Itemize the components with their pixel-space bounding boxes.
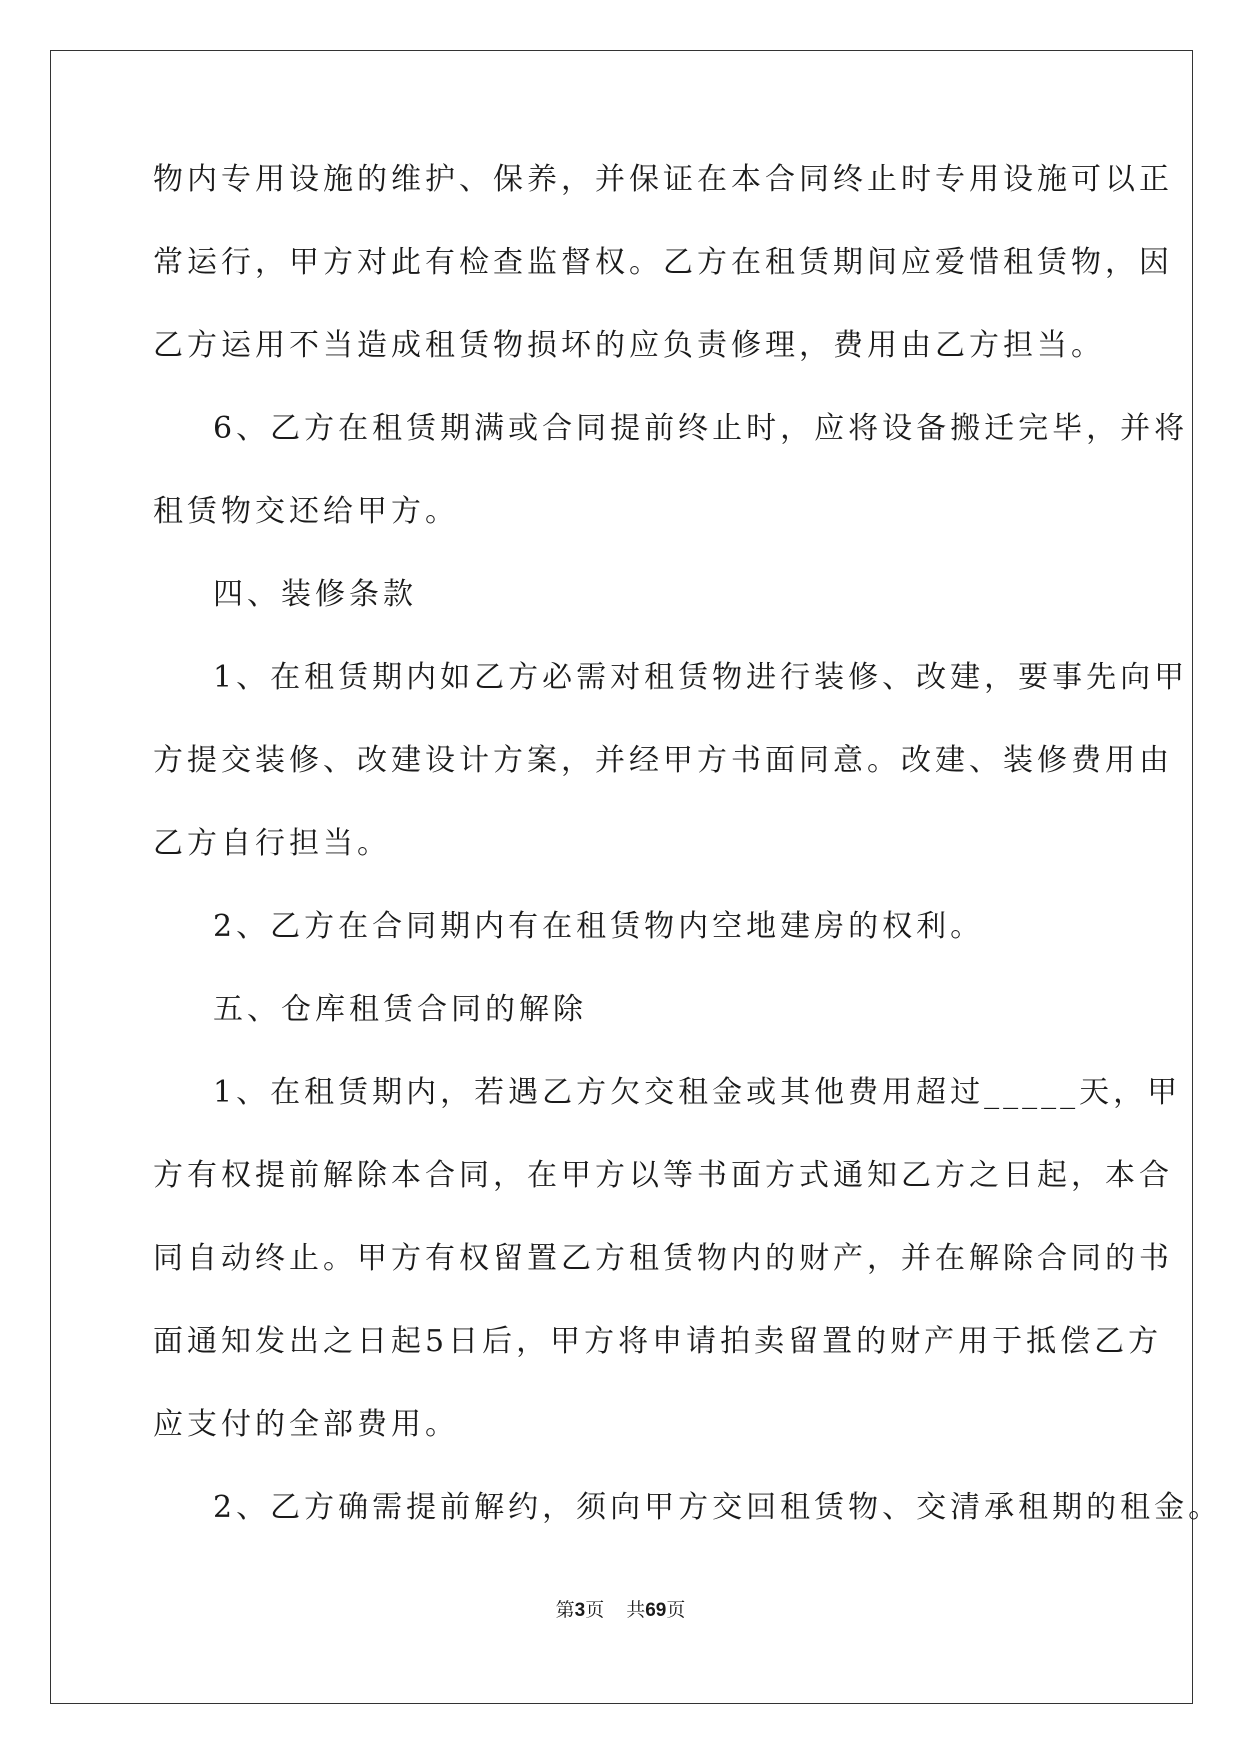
text-line: 面通知发出之日起5日后，甲方将申请拍卖留置的财产用于抵偿乙方 xyxy=(153,1324,1163,1359)
text-line: 方提交装修、改建设计方案，并经甲方书面同意。改建、装修费用由 xyxy=(153,743,1173,778)
document-body xyxy=(153,160,1223,1571)
text-line: 五、仓库租赁合同的解除 xyxy=(213,992,587,1027)
text-line: 乙方自行担当。 xyxy=(153,826,391,861)
page-suffix: 页 xyxy=(585,1599,605,1621)
page-prefix: 第 xyxy=(555,1599,575,1621)
text-line: 2、乙方在合同期内有在租赁物内空地建房的权利。 xyxy=(213,909,985,944)
text-line: 乙方运用不当造成租赁物损坏的应负责修理，费用由乙方担当。 xyxy=(153,328,1105,363)
text-line: 常运行，甲方对此有检查监督权。乙方在租赁期间应爱惜租赁物，因 xyxy=(153,245,1173,280)
page-number: 3 xyxy=(574,1600,586,1621)
text-line: 方有权提前解除本合同，在甲方以等书面方式通知乙方之日起，本合 xyxy=(153,1158,1173,1193)
text-line: 1、在租赁期内如乙方必需对租赁物进行装修、改建，要事先向甲 xyxy=(213,660,1189,695)
total-pages: 69 xyxy=(645,1600,667,1621)
text-line: 四、装修条款 xyxy=(213,577,417,612)
page-footer xyxy=(0,1598,1241,1623)
text-line: 应支付的全部费用。 xyxy=(153,1407,459,1442)
text-line: 6、乙方在租赁期满或合同提前终止时，应将设备搬迁完毕，并将 xyxy=(213,411,1189,446)
text-line: 2、乙方确需提前解约，须向甲方交回租赁物、交清承租期的租金。 xyxy=(213,1490,1223,1525)
total-suffix: 页 xyxy=(666,1599,686,1621)
text-line: 1、在租赁期内，若遇乙方欠交租金或其他费用超过_____天，甲 xyxy=(213,1075,1182,1110)
text-line: 物内专用设施的维护、保养，并保证在本合同终止时专用设施可以正 xyxy=(153,162,1173,197)
text-line: 租赁物交还给甲方。 xyxy=(153,494,459,529)
text-line: 同自动终止。甲方有权留置乙方租赁物内的财产，并在解除合同的书 xyxy=(153,1241,1173,1276)
total-prefix: 共 xyxy=(626,1599,646,1621)
